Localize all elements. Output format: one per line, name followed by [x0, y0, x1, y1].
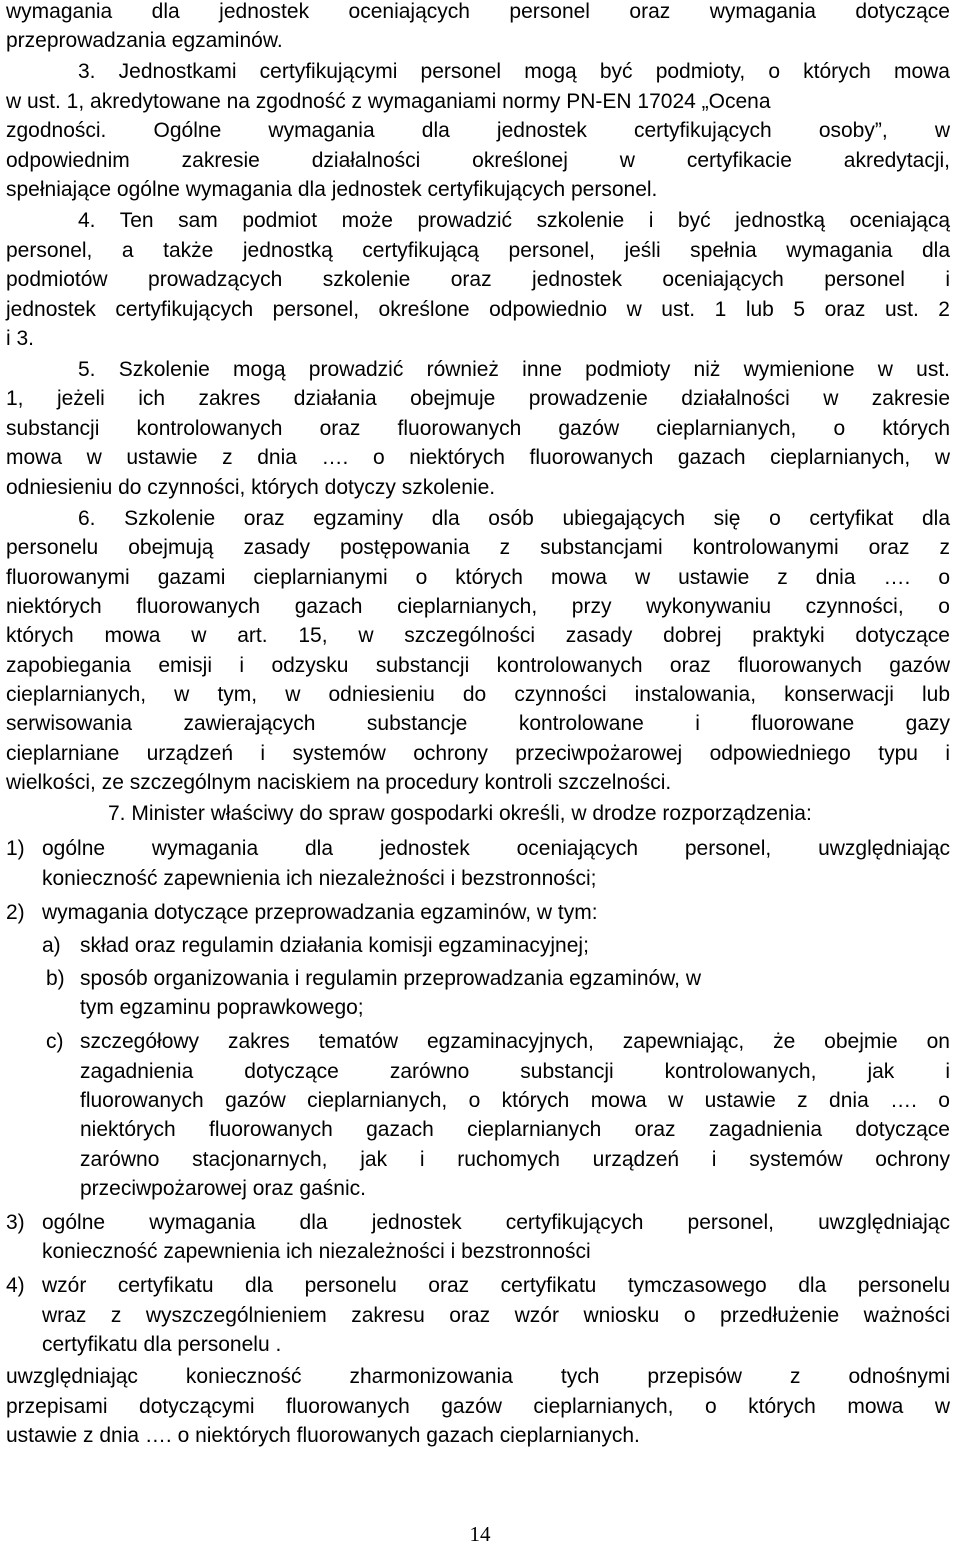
paragraph-6-line: cieplarnianych, w tym, w odniesieniu do czynności instalowania, konserwacji lub: [6, 683, 950, 706]
sub-item-letter: c): [46, 1030, 64, 1053]
closing-line: uwzględniając konieczność zharmonizowania tych przepisów z odnośnymi: [6, 1365, 950, 1388]
text-line: przeprowadzania egzaminów.: [6, 29, 283, 52]
list-item-line: ogólne wymagania dla jednostek certyfikujących personel, uwzględniając: [42, 1211, 950, 1234]
sub-item-letter: a): [42, 934, 61, 957]
paragraph-4-line: 4. Ten sam podmiot może prowadzić szkolenie i być jednostką oceniającą: [78, 209, 950, 232]
list-item-line: wymagania dotyczące przeprowadzania egzaminów, w tym:: [42, 901, 598, 924]
paragraph-3-line: 3. Jednostkami certyfikującymi personel mogą być podmioty, o których mowa: [78, 60, 950, 83]
paragraph-3-line: zgodności. Ogólne wymagania dla jednostek certyfikujących osoby”, w: [6, 119, 950, 142]
paragraph-3-line: odpowiednim zakresie działalności określonej w certyfikacie akredytacji,: [6, 149, 950, 172]
sub-item-line: tym egzaminu poprawkowego;: [80, 996, 364, 1019]
paragraph-6-line: serwisowania zawierających substancje kontrolowane i fluorowane gazy: [6, 712, 950, 735]
paragraph-4-line: podmiotów prowadzących szkolenie oraz jednostek oceniających personel i: [6, 268, 950, 291]
sub-item-letter: b): [46, 967, 65, 990]
list-item-number: 2): [6, 901, 25, 924]
list-item-line: certyfikatu dla personelu .: [42, 1333, 282, 1356]
paragraph-6-line: cieplarniane urządzeń i systemów ochrony przeciwpożarowej odpowiedniego typu i: [6, 742, 950, 765]
sub-item-line: sposób organizowania i regulamin przeprowadzania egzaminów, w: [80, 967, 702, 990]
paragraph-5-line: mowa w ustawie z dnia …. o niektórych fluorowanych gazach cieplarnianych, w: [6, 446, 950, 469]
list-item-line: ogólne wymagania dla jednostek oceniających personel, uwzględniając: [42, 837, 950, 860]
paragraph-3-line: spełniające ogólne wymagania dla jednostek certyfikujących personel.: [6, 178, 658, 201]
sub-item-line: fluorowanych gazów cieplarnianych, o których mowa w ustawie z dnia …. o: [80, 1089, 950, 1112]
paragraph-6-line: których mowa w art. 15, w szczególności zasady dobrej praktyki dotyczące: [6, 624, 950, 647]
paragraph-5-line: 5. Szkolenie mogą prowadzić również inne podmioty niż wymienione w ust.: [78, 358, 950, 381]
sub-item-line: zarówno stacjonarnych, jak i ruchomych urządzeń i systemów ochrony: [80, 1148, 950, 1171]
list-item-line: wraz z wyszczególnieniem zakresu oraz wzór wniosku o przedłużenie ważności: [42, 1304, 950, 1327]
paragraph-7-line: 7. Minister właściwy do spraw gospodarki określi, w drodze rozporządzenia:: [108, 802, 812, 825]
paragraph-4-line: jednostek certyfikujących personel, określone odpowiednio w ust. 1 lub 5 oraz ust. 2: [6, 298, 950, 321]
closing-line: ustawie z dnia …. o niektórych fluorowanych gazach cieplarnianych.: [6, 1424, 640, 1447]
paragraph-6-line: personelu obejmują zasady postępowania z substancjami kontrolowanymi oraz z: [6, 536, 950, 559]
sub-item-line: szczegółowy zakres tematów egzaminacyjnych, zapewniając, że obejmie on: [80, 1030, 950, 1053]
closing-line: przepisami dotyczącymi fluorowanych gazów cieplarnianych, o których mowa w: [6, 1395, 950, 1418]
paragraph-6-line: wielkości, ze szczególnym naciskiem na procedury kontroli szczelności.: [6, 771, 672, 794]
paragraph-5-line: substancji kontrolowanych oraz fluorowanych gazów cieplarnianych, o których: [6, 417, 950, 440]
list-item-number: 3): [6, 1211, 25, 1234]
sub-item-line: niektórych fluorowanych gazach cieplarnianych oraz zagadnienia dotyczące: [80, 1118, 950, 1141]
text-line: wymagania dla jednostek oceniających personel oraz wymagania dotyczące: [6, 0, 950, 23]
paragraph-4-line: i 3.: [6, 327, 35, 350]
paragraph-3-line: w ust. 1, akredytowane na zgodność z wymaganiami normy PN-EN 17024 „Ocena: [6, 90, 771, 113]
list-item-line: konieczność zapewnienia ich niezależności i bezstronności;: [42, 867, 597, 890]
list-item-line: konieczność zapewnienia ich niezależności i bezstronności: [42, 1240, 591, 1263]
paragraph-6-line: zapobiegania emisji i odzysku substancji kontrolowanych oraz fluorowanych gazów: [6, 654, 950, 677]
sub-item-line: zagadnienia dotyczące zarówno substancji kontrolowanych, jak i: [80, 1060, 950, 1083]
sub-item-line: przeciwpożarowej oraz gaśnic.: [80, 1177, 366, 1200]
paragraph-5-line: 1, jeżeli ich zakres działania obejmuje prowadzenie działalności w zakresie: [6, 387, 950, 410]
list-item-line: wzór certyfikatu dla personelu oraz certyfikatu tymczasowego dla personelu: [42, 1274, 950, 1297]
paragraph-6-line: niektórych fluorowanych gazach cieplarnianych, przy wykonywaniu czynności, o: [6, 595, 950, 618]
paragraph-4-line: personel, a także jednostką certyfikującą personel, jeśli spełnia wymagania dla: [6, 239, 950, 262]
list-item-number: 1): [6, 837, 25, 860]
paragraph-5-line: odniesieniu do czynności, których dotyczy szkolenie.: [6, 476, 496, 499]
paragraph-6-line: fluorowanymi gazami cieplarnianymi o których mowa w ustawie z dnia …. o: [6, 566, 950, 589]
page-number: 14: [469, 1522, 491, 1546]
sub-item-line: skład oraz regulamin działania komisji egzaminacyjnej;: [80, 934, 589, 957]
paragraph-6-line: 6. Szkolenie oraz egzaminy dla osób ubiegających się o certyfikat dla: [78, 507, 950, 530]
list-item-number: 4): [6, 1274, 25, 1297]
